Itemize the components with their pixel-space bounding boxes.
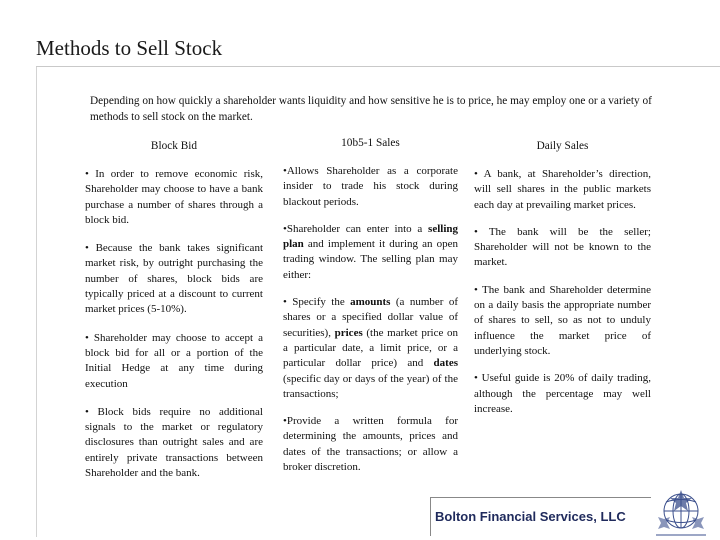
column-paragraph: • Shareholder may choose to accept a block bid for all or a portion of the Initial Hedge at any time during execution <box>85 331 263 390</box>
column-paragraph: • Block bids require no additional signals to the market or regulatory disclosures than outright sales and are entirely private transactions between Shareholder and the bank. <box>85 405 263 480</box>
column-daily-sales <box>474 136 651 429</box>
column-paragraph: •Provide a written formula for determining the amounts, prices and dates of the transactions; or allow a broker discretion. <box>283 415 458 474</box>
company-name: Bolton Financial Services, LLC <box>435 509 626 524</box>
column-paragraph: •Allows Shareholder as a corporate insider to trade his stock during blackout periods. <box>283 165 458 208</box>
column-paragraph: • The bank will be the seller; Shareholder will not be known to the market. <box>474 225 651 269</box>
footer-company-box <box>430 497 651 536</box>
column-paragraph: •Shareholder can enter into a selling plan and implement it during an open trading window. The selling plan may either: <box>283 222 458 281</box>
globe-star-logo-icon <box>650 487 712 539</box>
intro-text: Depending on how quickly a shareholder wants liquidity and how sensitive he is to price, he may employ one or a variety of methods to sell stock on the market. <box>90 95 652 123</box>
column-paragraph: • A bank, at Shareholder’s direction, will sell shares in the public markets each day at prevailing market prices. <box>474 168 651 211</box>
column-paragraph: • Because the bank takes significant market risk, by outright purchasing the number of shares, block bids are typically priced at a discount to current market prices (5-10%). <box>85 242 263 316</box>
column-block-bid <box>85 136 263 494</box>
page-title: Methods to Sell Stock <box>36 36 223 60</box>
column-paragraph: • Useful guide is 20% of daily trading, although the percentage may well increase. <box>474 372 651 415</box>
left-margin-rule <box>36 67 37 537</box>
column-paragraph: • The bank and Shareholder determine on a daily basis the appropriate number of shares to sell, so as not to unduly influence the market price of underlying stock. <box>474 283 651 357</box>
column-heading: Daily Sales <box>536 140 589 152</box>
column-paragraph: • In order to remove economic risk, Shareholder may choose to have a bank purchase a number of shares through a block bid. <box>85 168 263 226</box>
footer-divider <box>431 497 651 498</box>
column-paragraph: • Specify the amounts (a number of shares or a specified dollar value of securities), prices (the market price on a particular date, a limit price, or a particular dollar price) and dates (specific day or days of the year) of the transactions; <box>283 296 458 400</box>
column-10b5-1-sales <box>283 136 458 487</box>
column-heading: Block Bid <box>150 140 198 152</box>
column-heading: 10b5-1 Sales <box>341 137 400 149</box>
title-divider <box>36 66 720 67</box>
